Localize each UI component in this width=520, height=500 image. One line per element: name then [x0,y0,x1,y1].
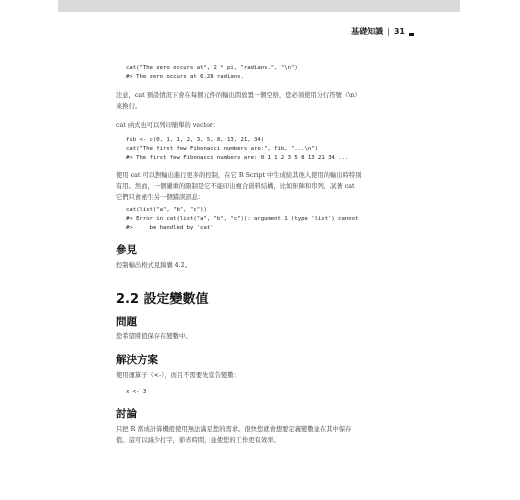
paragraph-2: cat 函式也可以列印簡單的 vector： [116,122,220,129]
header-mark [409,33,414,36]
header-title: 基礎知識 [351,27,384,36]
code-block-4: x <- 3 [126,389,147,395]
section-heading: 2.2 設定變數值 [116,292,209,307]
problem-heading: 問題 [116,316,137,328]
top-bar [58,0,460,12]
code-block-1: cat("The zero occurs at", 2 * pi, "radians.", "\n") #> The zero occurs at 6.28 radians. [126,65,298,80]
running-header [351,26,414,37]
problem-text: 您希望將值保存在變數中。 [116,333,192,340]
code-block-3: cat(list("a", "b", "c")) #> Error in cat(list("a", "b", "c")): argument 1 (type 'list') cannot #> be handled by 'cat' [126,207,359,231]
page-number: 31 [393,27,405,36]
solution-heading: 解決方案 [116,354,158,366]
code-block-2: fib <- c(0, 1, 1, 2, 3, 5, 8, 13, 21, 34) cat("The first few Fibonacci numbers are:", fib, "...\n") #> The first few Fibonacci numbers are: 0 1 1 2 3 5 8 13 21 34 ... [126,137,349,161]
paragraph-1: 注意，cat 預設情況下會在每個元件的輸出間放置一個空格，您必須使用分行符號（\n） 來換行。 [116,92,361,110]
solution-text: 使用運算子（<-），而且不需要先宣告變數： [116,372,240,379]
see-also-heading: 參見 [116,244,137,256]
discussion-text: 只把 R 當成計算機般使用無法滿足您的需求。很快您就會想要定義變數並在其中保存 值。這可以減少打字，節省時間，並使您的工作更有效率。 [116,426,352,444]
paragraph-3: 使用 cat 可以對輸出進行更多的控制，在它 R Script 中生成給其他人使用的輸出時特別 有用。然而，一個嚴重的限制是它不能印出複合資料結構，比如矩陣和串列，試著 cat 它們只會產生另一個錯誤訊息： [116,172,362,201]
see-also-text: 控制輸出格式見錦囊 4.2。 [116,262,191,269]
discussion-heading: 討論 [116,408,137,420]
header-separator: | [387,27,390,36]
